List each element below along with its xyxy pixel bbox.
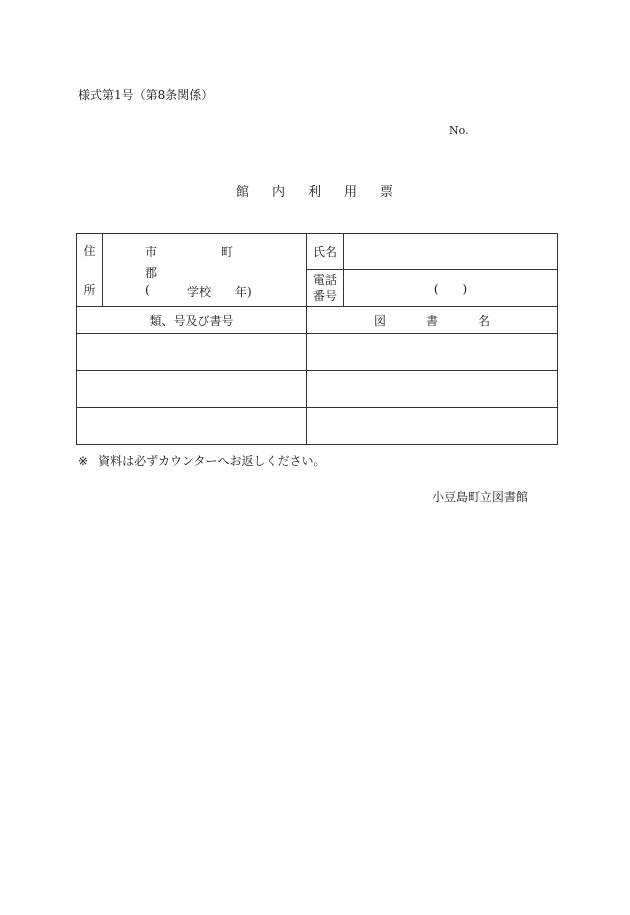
page-title: 館内利用票 <box>236 185 417 200</box>
reference-mark: ※ <box>78 454 89 468</box>
address-field[interactable] <box>103 234 307 307</box>
address-school-open: ( <box>145 283 150 297</box>
table-row <box>77 408 558 445</box>
address-year: 年) <box>235 285 252 299</box>
usage-form-table <box>76 233 558 445</box>
phone-field[interactable] <box>344 270 558 307</box>
book-title-cell[interactable] <box>307 334 558 371</box>
address-label-top: 住 <box>83 244 96 258</box>
number-label: No. <box>449 124 469 137</box>
phone-area-code: ( ) <box>433 281 468 296</box>
phone-label-top: 電話 <box>312 273 337 287</box>
address-label-bottom: 所 <box>83 283 96 297</box>
column-header-book-title: 図書名 <box>307 307 558 334</box>
return-note-text: 資料は必ずカウンターへお返しください。 <box>98 454 326 468</box>
address-label-cell <box>77 234 103 307</box>
address-county: 郡 <box>145 266 158 280</box>
library-name: 小豆島町立図書館 <box>432 490 529 504</box>
table-row <box>77 371 558 408</box>
class-cell[interactable] <box>77 408 307 445</box>
address-city: 市 <box>145 245 158 259</box>
column-header-class: 類、号及び書号 <box>77 307 307 334</box>
phone-label-bottom: 番号 <box>312 289 337 303</box>
class-cell[interactable] <box>77 371 307 408</box>
address-town: 町 <box>221 245 234 259</box>
form-number: 様式第1号（第8条関係） <box>78 88 214 102</box>
phone-label-cell <box>307 270 344 307</box>
book-title-cell[interactable] <box>307 371 558 408</box>
name-label: 氏名 <box>307 234 344 270</box>
class-cell[interactable] <box>77 334 307 371</box>
name-field[interactable] <box>344 234 558 270</box>
book-title-cell[interactable] <box>307 408 558 445</box>
table-row <box>77 334 558 371</box>
address-school: 学校 <box>187 285 212 299</box>
return-note <box>78 452 325 469</box>
